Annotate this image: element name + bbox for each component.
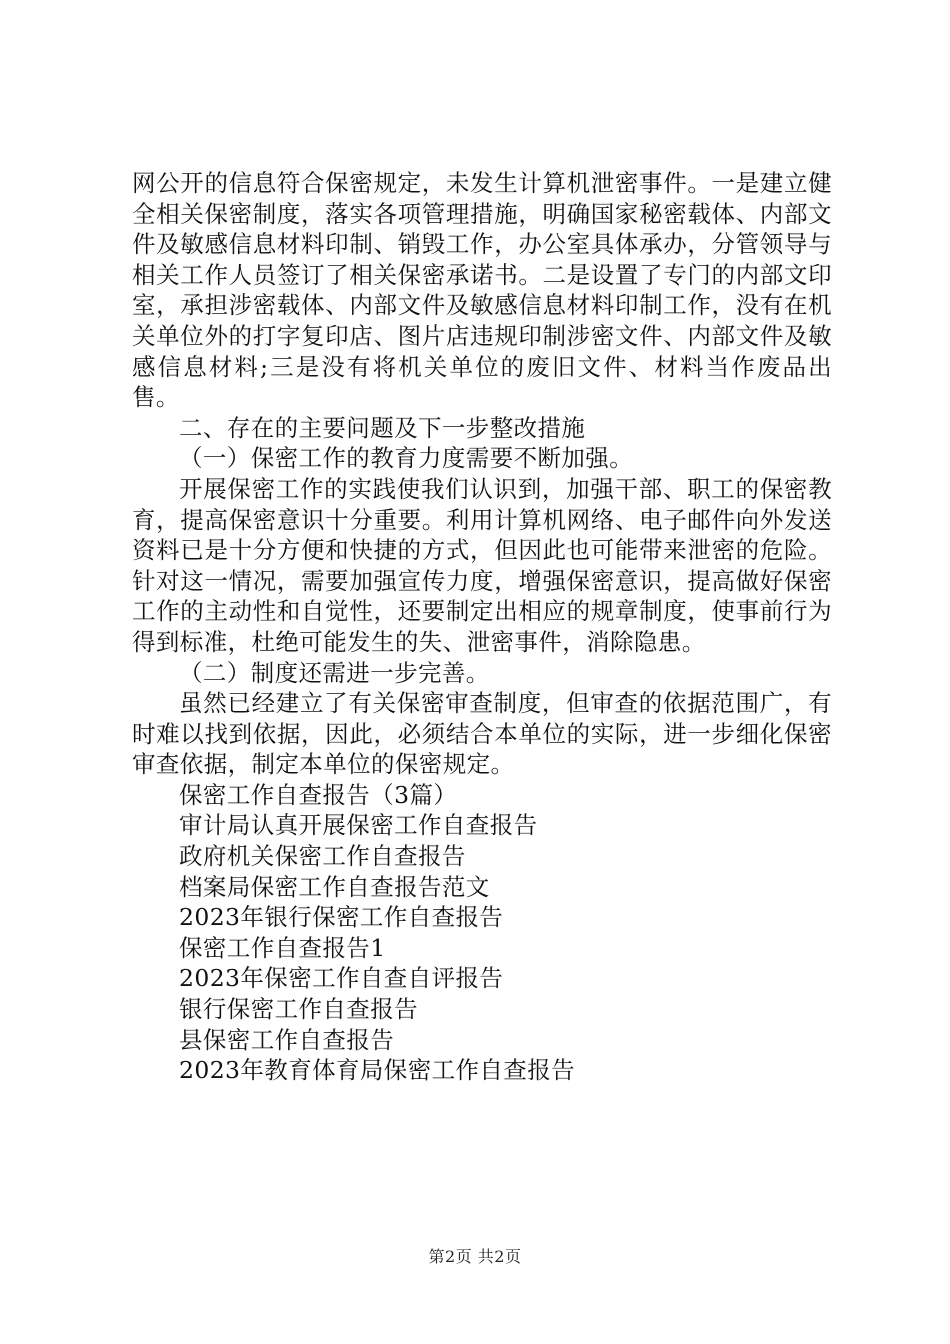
related-titles-list: [132, 780, 832, 1086]
document-body: [132, 168, 832, 1086]
section-heading: 二、存在的主要问题及下一步整改措施: [179, 413, 586, 442]
related-title[interactable]: 审计局认真开展保密工作自查报告: [179, 811, 538, 840]
related-title[interactable]: 政府机关保密工作自查报告: [179, 842, 466, 871]
related-title[interactable]: 保密工作自查报告（3篇）: [179, 780, 458, 809]
related-title[interactable]: 县保密工作自查报告: [179, 1025, 395, 1054]
related-title[interactable]: 2023年保密工作自查自评报告: [179, 964, 504, 993]
subsection-heading-1: （一）保密工作的教育力度需要不断加强。: [179, 444, 634, 473]
related-title[interactable]: 2023年教育体育局保密工作自查报告: [179, 1056, 576, 1085]
paragraph-system: 虽然已经建立了有关保密审查制度，但审查的依据范围广，有时难以找到依据，因此，必须结合本单位的实际，进一步细化保密审查依据，制定本单位的保密规定。: [132, 689, 832, 779]
related-title[interactable]: 2023年银行保密工作自查报告: [179, 903, 504, 932]
related-title[interactable]: 保密工作自查报告1: [179, 933, 386, 962]
subsection-heading-2: （二）制度还需进一步完善。: [179, 658, 490, 687]
related-title[interactable]: 档案局保密工作自查报告范文: [179, 872, 490, 901]
page-number-footer: 第2页 共2页: [428, 1247, 522, 1266]
paragraph-continuation: 网公开的信息符合保密规定，未发生计算机泄密事件。一是建立健全相关保密制度，落实各项管理措施，明确国家秘密载体、内部文件及敏感信息材料印制、销毁工作，办公室具体承办，分管领导与相关工作人员签订了相关保密承诺书。二是设置了专门的内部文印室，承担涉密载体、内部文件及敏感信息材料印制工作，没有在机关单位外的打字复印店、图片店违规印制涉密文件、内部文件及敏感信息材料;三是没有将机关单位的废旧文件、材料当作废品出售。: [132, 169, 832, 412]
paragraph-education: 开展保密工作的实践使我们认识到，加强干部、职工的保密教育，提高保密意识十分重要。利用计算机网络、电子邮件向外发送资料已是十分方便和快捷的方式，但因此也可能带来泄密的危险。针对这一情况，需要加强宣传力度，增强保密意识，提高做好保密工作的主动性和自觉性，还要制定出相应的规章制度，使事前行为得到标准，杜绝可能发生的失、泄密事件，消除隐患。: [132, 474, 832, 656]
related-title[interactable]: 银行保密工作自查报告: [179, 995, 418, 1024]
